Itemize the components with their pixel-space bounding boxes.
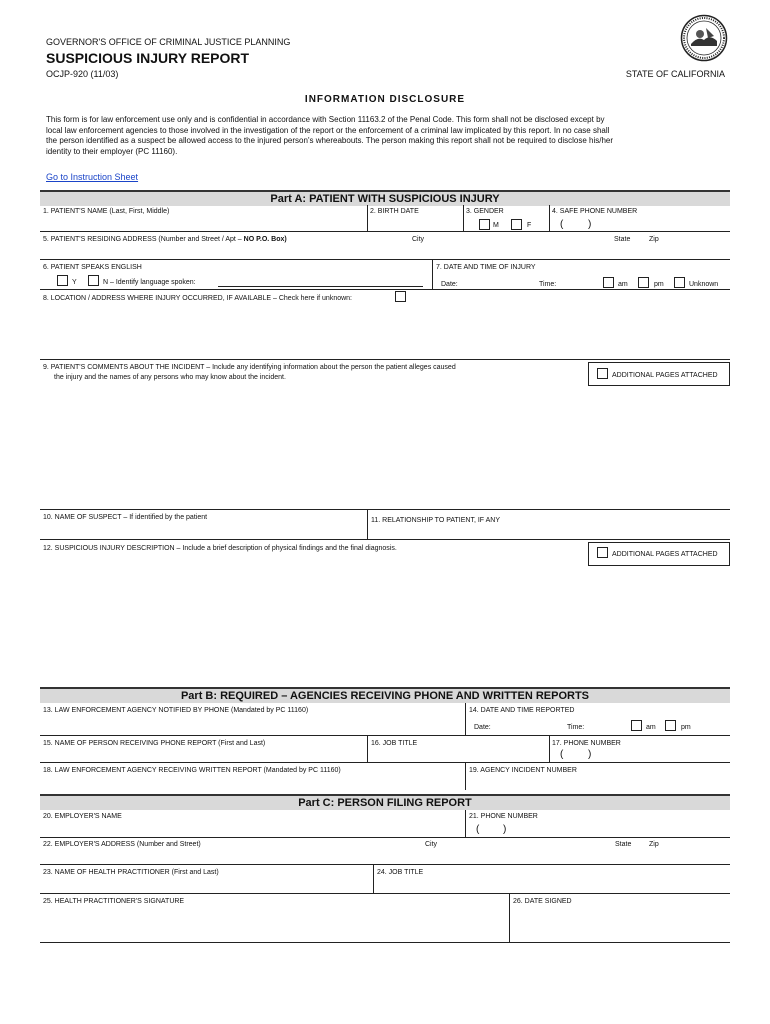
state-label: STATE OF CALIFORNIA <box>625 69 725 79</box>
reported-date-label: Date: <box>474 724 491 731</box>
agency-name: GOVERNOR'S OFFICE OF CRIMINAL JUSTICE PLANNING <box>46 37 291 47</box>
form-title: SUSPICIOUS INJURY REPORT <box>46 50 250 66</box>
phone-21-label: 21. PHONE NUMBER <box>469 813 538 820</box>
phone-recipient-label: 15. NAME OF PERSON RECEIVING PHONE REPORT (First and Last) <box>43 740 266 747</box>
disclosure-line: local law enforcement agencies to those involved in the investigation of the report or the enforcement of a criminal law implicated by this report. In no case shall <box>46 125 610 135</box>
no-po-box-text: NO P.O. Box) <box>243 236 287 243</box>
reported-time-label: Time: <box>567 724 585 731</box>
practitioner-signature-label: 25. HEALTH PRACTITIONER'S SIGNATURE <box>43 898 185 905</box>
gender-male-checkbox[interactable] <box>479 219 490 230</box>
part-a-bar <box>40 190 730 206</box>
additional-pages-label-12: ADDITIONAL PAGES ATTACHED <box>612 551 718 558</box>
injury-am-checkbox[interactable] <box>603 277 614 288</box>
injury-time-label: Time: <box>539 281 557 288</box>
gender-male-label: M <box>493 222 499 229</box>
additional-pages-label-9: ADDITIONAL PAGES ATTACHED <box>612 372 718 379</box>
part-a-title: Part A: PATIENT WITH SUSPICIOUS INJURY <box>270 193 500 205</box>
employer-zip-label: Zip <box>649 841 659 848</box>
agency-incident-number-label: 19. AGENCY INCIDENT NUMBER <box>469 767 577 774</box>
le-agency-written-label: 18. LAW ENFORCEMENT AGENCY RECEIVING WRITTEN REPORT (Mandated by PC 11160) <box>43 767 341 774</box>
state-field-label: State <box>614 236 631 243</box>
disclosure-line: This form is for law enforcement use only and is confidential in accordance with Section 11163.2 of the Penal Code. This form shall not be disclosed except by <box>46 115 605 124</box>
job-title-16-label: 16. JOB TITLE <box>371 740 418 747</box>
injury-unknown-label: Unknown <box>689 281 719 288</box>
phone-21-open-paren: ( <box>476 824 480 835</box>
suspect-name-label: 10. NAME OF SUSPECT – If identified by the patient <box>43 514 208 521</box>
employer-state-label: State <box>615 841 632 848</box>
employer-name-label: 20. EMPLOYER'S NAME <box>43 813 122 820</box>
date-time-reported-label: 14. DATE AND TIME REPORTED <box>469 707 575 714</box>
patient-comments-label: 9. PATIENT'S COMMENTS ABOUT THE INCIDENT – Include any identifying information about the person the patient alleges caused <box>43 364 456 371</box>
gender-female-checkbox[interactable] <box>511 219 522 230</box>
safe-phone-label: 4. SAFE PHONE NUMBER <box>552 208 638 215</box>
injury-location-label: 8. LOCATION / ADDRESS WHERE INJURY OCCURRED, IF AVAILABLE – Check here if unknown: <box>43 295 353 302</box>
part-b-bar <box>40 687 730 703</box>
additional-pages-checkbox-9[interactable] <box>597 368 608 379</box>
reported-am-checkbox[interactable] <box>631 720 642 731</box>
relationship-label: 11. RELATIONSHIP TO PATIENT, IF ANY <box>371 517 501 524</box>
part-b-title: Part B: REQUIRED – AGENCIES RECEIVING PHONE AND WRITTEN REPORTS <box>180 690 590 702</box>
additional-pages-checkbox-12[interactable] <box>597 547 608 558</box>
patient-name-label: 1. PATIENT'S NAME (Last, First, Middle) <box>43 208 170 215</box>
english-yes-label: Y <box>72 279 77 286</box>
form-id: OCJP-920 (11/03) <box>46 69 119 79</box>
part-c-title: Part C: PERSON FILING REPORT <box>298 797 472 809</box>
job-title-24-label: 24. JOB TITLE <box>377 869 424 876</box>
part-c-bar <box>40 794 730 810</box>
residing-address-text: 5. PATIENT'S RESIDING ADDRESS (Number and Street / Apt – <box>43 236 244 243</box>
phone-17-open-paren: ( <box>560 749 564 760</box>
injury-am-label: am <box>618 281 628 288</box>
phone-close-paren: ) <box>588 219 592 230</box>
language-input-line[interactable] <box>218 286 423 287</box>
english-no-label: N – Identify language spoken: <box>103 279 196 286</box>
gender-female-label: F <box>527 222 532 229</box>
phone-open-paren: ( <box>560 219 564 230</box>
injury-date-label: Date: <box>441 281 458 288</box>
date-signed-label: 26. DATE SIGNED <box>513 898 572 905</box>
employer-city-label: City <box>425 841 438 848</box>
phone-21-close-paren: ) <box>503 824 507 835</box>
location-unknown-checkbox[interactable] <box>395 291 406 302</box>
disclosure-line: identity to their employer (PC 11160). <box>46 146 178 156</box>
injury-unknown-checkbox[interactable] <box>674 277 685 288</box>
zip-label: Zip <box>649 236 659 243</box>
practitioner-name-label: 23. NAME OF HEALTH PRACTITIONER (First and Last) <box>43 869 219 876</box>
birth-date-label: 2. BIRTH DATE <box>370 208 419 215</box>
reported-pm-label: pm <box>681 724 691 731</box>
injury-pm-label: pm <box>654 281 664 288</box>
gender-label: 3. GENDER <box>466 208 504 215</box>
phone-17-close-paren: ) <box>588 749 592 760</box>
patient-comments-label-2: the injury and the names of any persons who may know about the incident. <box>54 374 286 381</box>
injury-description-label: 12. SUSPICIOUS INJURY DESCRIPTION – Include a brief description of physical findings and the final diagnosis. <box>43 545 397 552</box>
disclosure-line: the person identified as a suspect be allowed access to the injured person's whereabouts. The person making this report shall not be required to disclose his/her <box>46 136 614 145</box>
instruction-sheet-link[interactable]: Go to Instruction Sheet <box>46 172 139 182</box>
disclosure-heading: INFORMATION DISCLOSURE <box>304 94 466 105</box>
reported-pm-checkbox[interactable] <box>665 720 676 731</box>
residing-address-label <box>43 235 287 244</box>
english-yes-checkbox[interactable] <box>57 275 68 286</box>
reported-am-label: am <box>646 724 656 731</box>
state-seal-icon <box>680 14 728 62</box>
english-no-checkbox[interactable] <box>88 275 99 286</box>
injury-datetime-label: 7. DATE AND TIME OF INJURY <box>436 264 536 271</box>
city-label: City <box>412 236 425 243</box>
employer-address-label: 22. EMPLOYER'S ADDRESS (Number and Street) <box>43 841 201 848</box>
injury-pm-checkbox[interactable] <box>638 277 649 288</box>
speaks-english-label: 6. PATIENT SPEAKS ENGLISH <box>43 264 142 271</box>
phone-17-label: 17. PHONE NUMBER <box>552 740 621 747</box>
le-agency-phone-label: 13. LAW ENFORCEMENT AGENCY NOTIFIED BY PHONE (Mandated by PC 11160) <box>43 707 309 714</box>
